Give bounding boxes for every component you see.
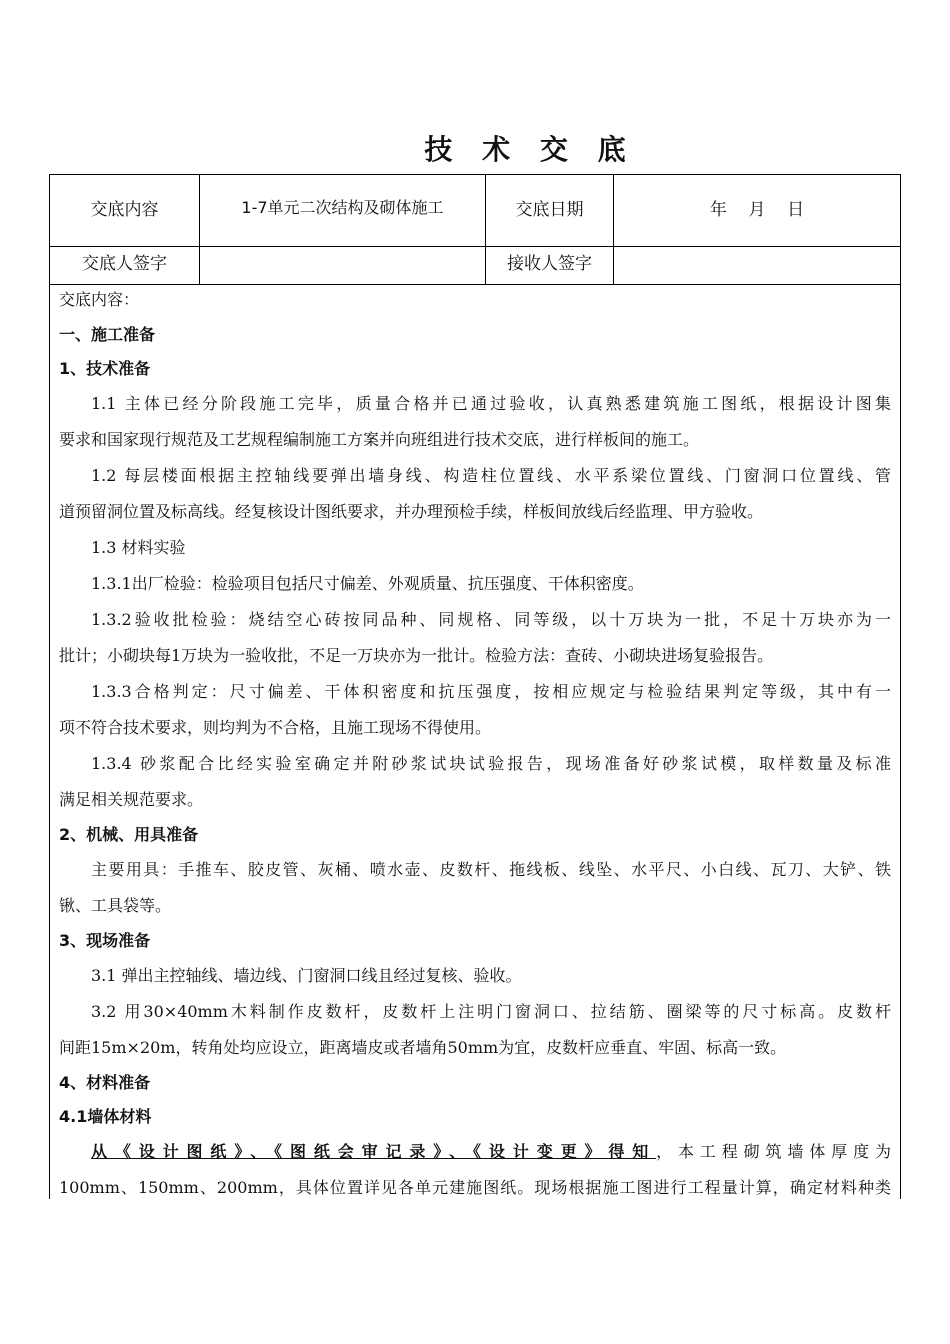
receiver-label: 接收人签字 <box>486 247 614 284</box>
paragraph-line: 间距15m×20m，转角处均应设立，距离墙皮或者墙角50mm为宜，皮数杆应垂直、牢固、标高一致。 <box>59 1038 787 1057</box>
receiver-field[interactable] <box>614 247 900 284</box>
subsection-heading: 4、材料准备 <box>59 1073 151 1092</box>
paragraph-line: 3.1 弹出主控轴线、墙边线、门窗洞口线且经过复核、验收。 <box>91 966 522 985</box>
paragraph-text: ，本工程砌筑墙体厚度为 <box>656 1142 891 1161</box>
paragraph-line: 锹、工具袋等。 <box>59 896 172 915</box>
paragraph-line: 道预留洞位置及标高线。经复核设计图纸要求，并办理预检手续，样板间放线后经监理、甲方验收。 <box>59 502 764 521</box>
header-row-2 <box>50 247 900 285</box>
subsection-heading: 2、机械、用具准备 <box>59 825 199 844</box>
paragraph-line: 1.1 主体已经分阶段施工完毕，质量合格并已通过验收，认真熟悉建筑施工图纸，根据设计图集 <box>91 394 891 413</box>
paragraph-line: 100mm、150mm、200mm，具体位置详见各单元建施图纸。现场根据施工图进行工程量计算，确定材料种类 <box>59 1178 891 1197</box>
referenced-documents: 从《设计图纸》、《图纸会审记录》、《设计变更》得知 <box>91 1142 657 1161</box>
signer-label: 交底人签字 <box>50 247 200 284</box>
content-value: 1-7单元二次结构及砌体施工 <box>200 175 486 246</box>
paragraph-line: 批计；小砌块每1万块为一验收批，不足一万块亦为一批计。检验方法：查砖、小砌块进场复验报告。 <box>59 646 774 665</box>
paragraph-line: 项不符合技术要求，则均判为不合格，且施工现场不得使用。 <box>59 718 492 737</box>
paragraph-line: 满足相关规范要求。 <box>59 790 204 809</box>
paragraph-line: 1.2 每层楼面根据主控轴线要弹出墙身线、构造柱位置线、水平系梁位置线、门窗洞口位置线、管 <box>91 466 891 485</box>
date-value: 年 月 日 <box>709 200 805 220</box>
signer-field[interactable] <box>200 247 486 284</box>
paragraph-line: 1.3 材料实验 <box>91 538 186 557</box>
header-row-1 <box>50 175 900 247</box>
subsection-heading: 4.1墙体材料 <box>59 1107 152 1126</box>
paragraph-line: 1.3.3合格判定：尺寸偏差、干体积密度和抗压强度，按相应规定与检验结果判定等级，其中有一 <box>91 682 891 701</box>
paragraph-line: 3.2 用30×40mm木料制作皮数杆，皮数杆上注明门窗洞口、拉结筋、圈梁等的尺寸标高。皮数杆 <box>91 1002 891 1021</box>
paragraph-line: 要求和国家现行规范及工艺规程编制施工方案并向班组进行技术交底，进行样板间的施工。 <box>59 430 700 449</box>
date-label: 交底日期 <box>486 175 614 246</box>
subsection-heading: 3、现场准备 <box>59 931 151 950</box>
disclosure-body <box>50 286 900 1206</box>
intro-line: 交底内容： <box>59 290 140 309</box>
paragraph-line: 主要用具：手推车、胶皮管、灰桶、喷水壶、皮数杆、拖线板、线坠、水平尺、小白线、瓦刀、大铲、铁 <box>91 860 891 879</box>
section-heading: 一、施工准备 <box>59 325 156 344</box>
subsection-heading: 1、技术准备 <box>59 359 151 378</box>
disclosure-table <box>49 174 901 1199</box>
content-label: 交底内容 <box>50 175 200 246</box>
paragraph-line: 1.3.4 砂浆配合比经实验室确定并附砂浆试块试验报告，现场准备好砂浆试模，取样数量及标准 <box>91 754 891 773</box>
document-title: 技 术 交 底 <box>424 133 636 166</box>
paragraph-line: 1.3.1出厂检验：检验项目包括尺寸偏差、外观质量、抗压强度、干体积密度。 <box>91 574 644 593</box>
paragraph-line <box>59 1134 891 1170</box>
paragraph-line: 1.3.2验收批检验：烧结空心砖按同品种、同规格、同等级，以十万块为一批，不足十万块亦为一 <box>91 610 891 629</box>
